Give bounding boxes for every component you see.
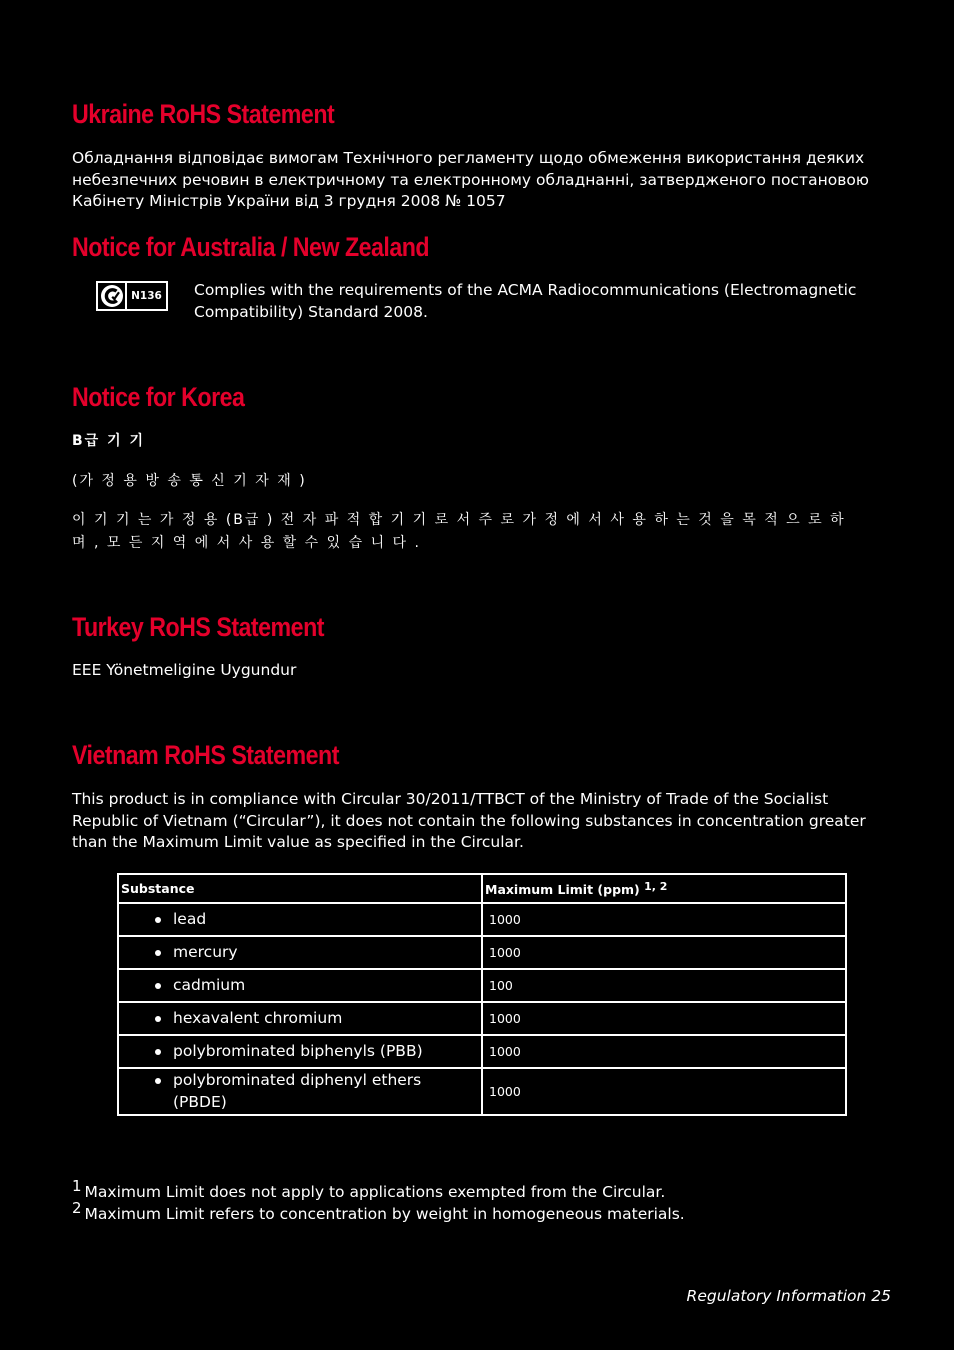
limit-cell: 1000 <box>482 1035 846 1068</box>
substance-name: hexavalent chromium <box>173 1008 343 1027</box>
bullet-icon <box>155 917 161 923</box>
bullet-icon <box>155 1049 161 1055</box>
substance-limits-table <box>117 873 847 1116</box>
substance-name: polybrominated diphenyl ethers (PBDE) <box>173 1071 422 1111</box>
table-header-row <box>118 874 846 903</box>
substance-name: cadmium <box>173 975 246 994</box>
footnote-mark: 2 <box>72 1199 82 1217</box>
acma-supplier-code: N136 <box>131 290 162 302</box>
table-row <box>118 1068 846 1115</box>
table-row <box>118 1035 846 1068</box>
australia-heading: Notice for Australia / New Zealand <box>72 232 430 262</box>
footnote-text: Maximum Limit refers to concentration by weight in homogeneous materials. <box>84 1205 685 1223</box>
limit-cell: 1000 <box>482 1068 846 1115</box>
turkey-heading: Turkey RoHS Statement <box>72 612 324 642</box>
acma-compliance-logo <box>96 281 168 311</box>
footnote-mark: 1 <box>72 1177 82 1195</box>
substance-name: polybrominated biphenyls (PBB) <box>173 1041 423 1060</box>
substance-name: lead <box>173 909 207 928</box>
australia-line: Complies with the requirements of the ACMA Radiocommunications (Electromagnetic <box>194 281 857 299</box>
substance-column-header: Substance <box>118 874 482 903</box>
bullet-icon <box>155 1016 161 1022</box>
table-row <box>118 1002 846 1035</box>
substance-cell <box>118 903 482 936</box>
substance-cell <box>118 969 482 1002</box>
table-row <box>118 936 846 969</box>
substance-cell <box>118 1068 482 1115</box>
footnote-2 <box>72 1199 685 1223</box>
turkey-text: EEE Yönetmeligine Uygundur <box>72 661 297 679</box>
korea-line: 이 기 기 는 가 정 용 (B급 ) 전 자 파 적 합 기 기 로 서 주 로 가 정 에 서 사 용 하 는 것 을 목 적 으 로 하 <box>72 512 846 528</box>
table-row <box>118 969 846 1002</box>
bullet-icon <box>155 950 161 956</box>
substance-cell <box>118 1035 482 1068</box>
vietnam-heading: Vietnam RoHS Statement <box>72 740 339 770</box>
ukraine-heading: Ukraine RoHS Statement <box>72 99 335 129</box>
limit-cell: 100 <box>482 969 846 1002</box>
substance-cell <box>118 1002 482 1035</box>
limit-column-header <box>482 874 846 903</box>
korea-class-label: B급 기 기 <box>72 433 145 449</box>
bullet-icon <box>155 983 161 989</box>
footnote-text: Maximum Limit does not apply to applications exempted from the Circular. <box>84 1183 666 1201</box>
korea-heading: Notice for Korea <box>72 382 245 412</box>
vietnam-line: than the Maximum Limit value as specified in the Circular. <box>72 833 524 851</box>
ukraine-line: Обладнання відповідає вимогам Технічного регламенту щодо обмеження використання деяких <box>72 149 865 167</box>
ukraine-paragraph <box>72 148 892 213</box>
limit-cell: 1000 <box>482 1002 846 1035</box>
substance-name: mercury <box>173 942 238 961</box>
australia-paragraph <box>194 280 894 323</box>
vietnam-paragraph <box>72 789 902 854</box>
korea-subtitle: (가 정 용 방 송 통 신 기 자 재 ) <box>72 473 307 489</box>
korea-paragraph <box>72 509 887 555</box>
limit-cell: 1000 <box>482 936 846 969</box>
ukraine-line: Кабінету Міністрів України від 3 грудня 2008 № 1057 <box>72 192 506 210</box>
limit-column-label: Maximum Limit (ppm) <box>485 882 640 897</box>
limit-footnote-refs: 1, 2 <box>644 880 668 893</box>
limit-cell: 1000 <box>482 903 846 936</box>
korea-line: 며 , 모 든 지 역 에 서 사 용 할 수 있 습 니 다 . <box>72 535 421 551</box>
australia-line: Compatibility) Standard 2008. <box>194 302 428 321</box>
vietnam-line: This product is in compliance with Circular 30/2011/TTBCT of the Ministry of Trade of the Socialist <box>72 790 829 808</box>
vietnam-line: Republic of Vietnam (“Circular”), it does not contain the following substances in concentration greater <box>72 811 866 830</box>
table-row <box>118 903 846 936</box>
footnote-1 <box>72 1177 665 1201</box>
bullet-icon <box>155 1078 161 1084</box>
ukraine-line: небезпечних речовин в електричному та електронному обладнанні, затвердженого постановою <box>72 170 869 189</box>
substance-cell <box>118 936 482 969</box>
page-footer: Regulatory Information 25 <box>686 1287 891 1305</box>
c-tick-icon <box>98 283 125 310</box>
